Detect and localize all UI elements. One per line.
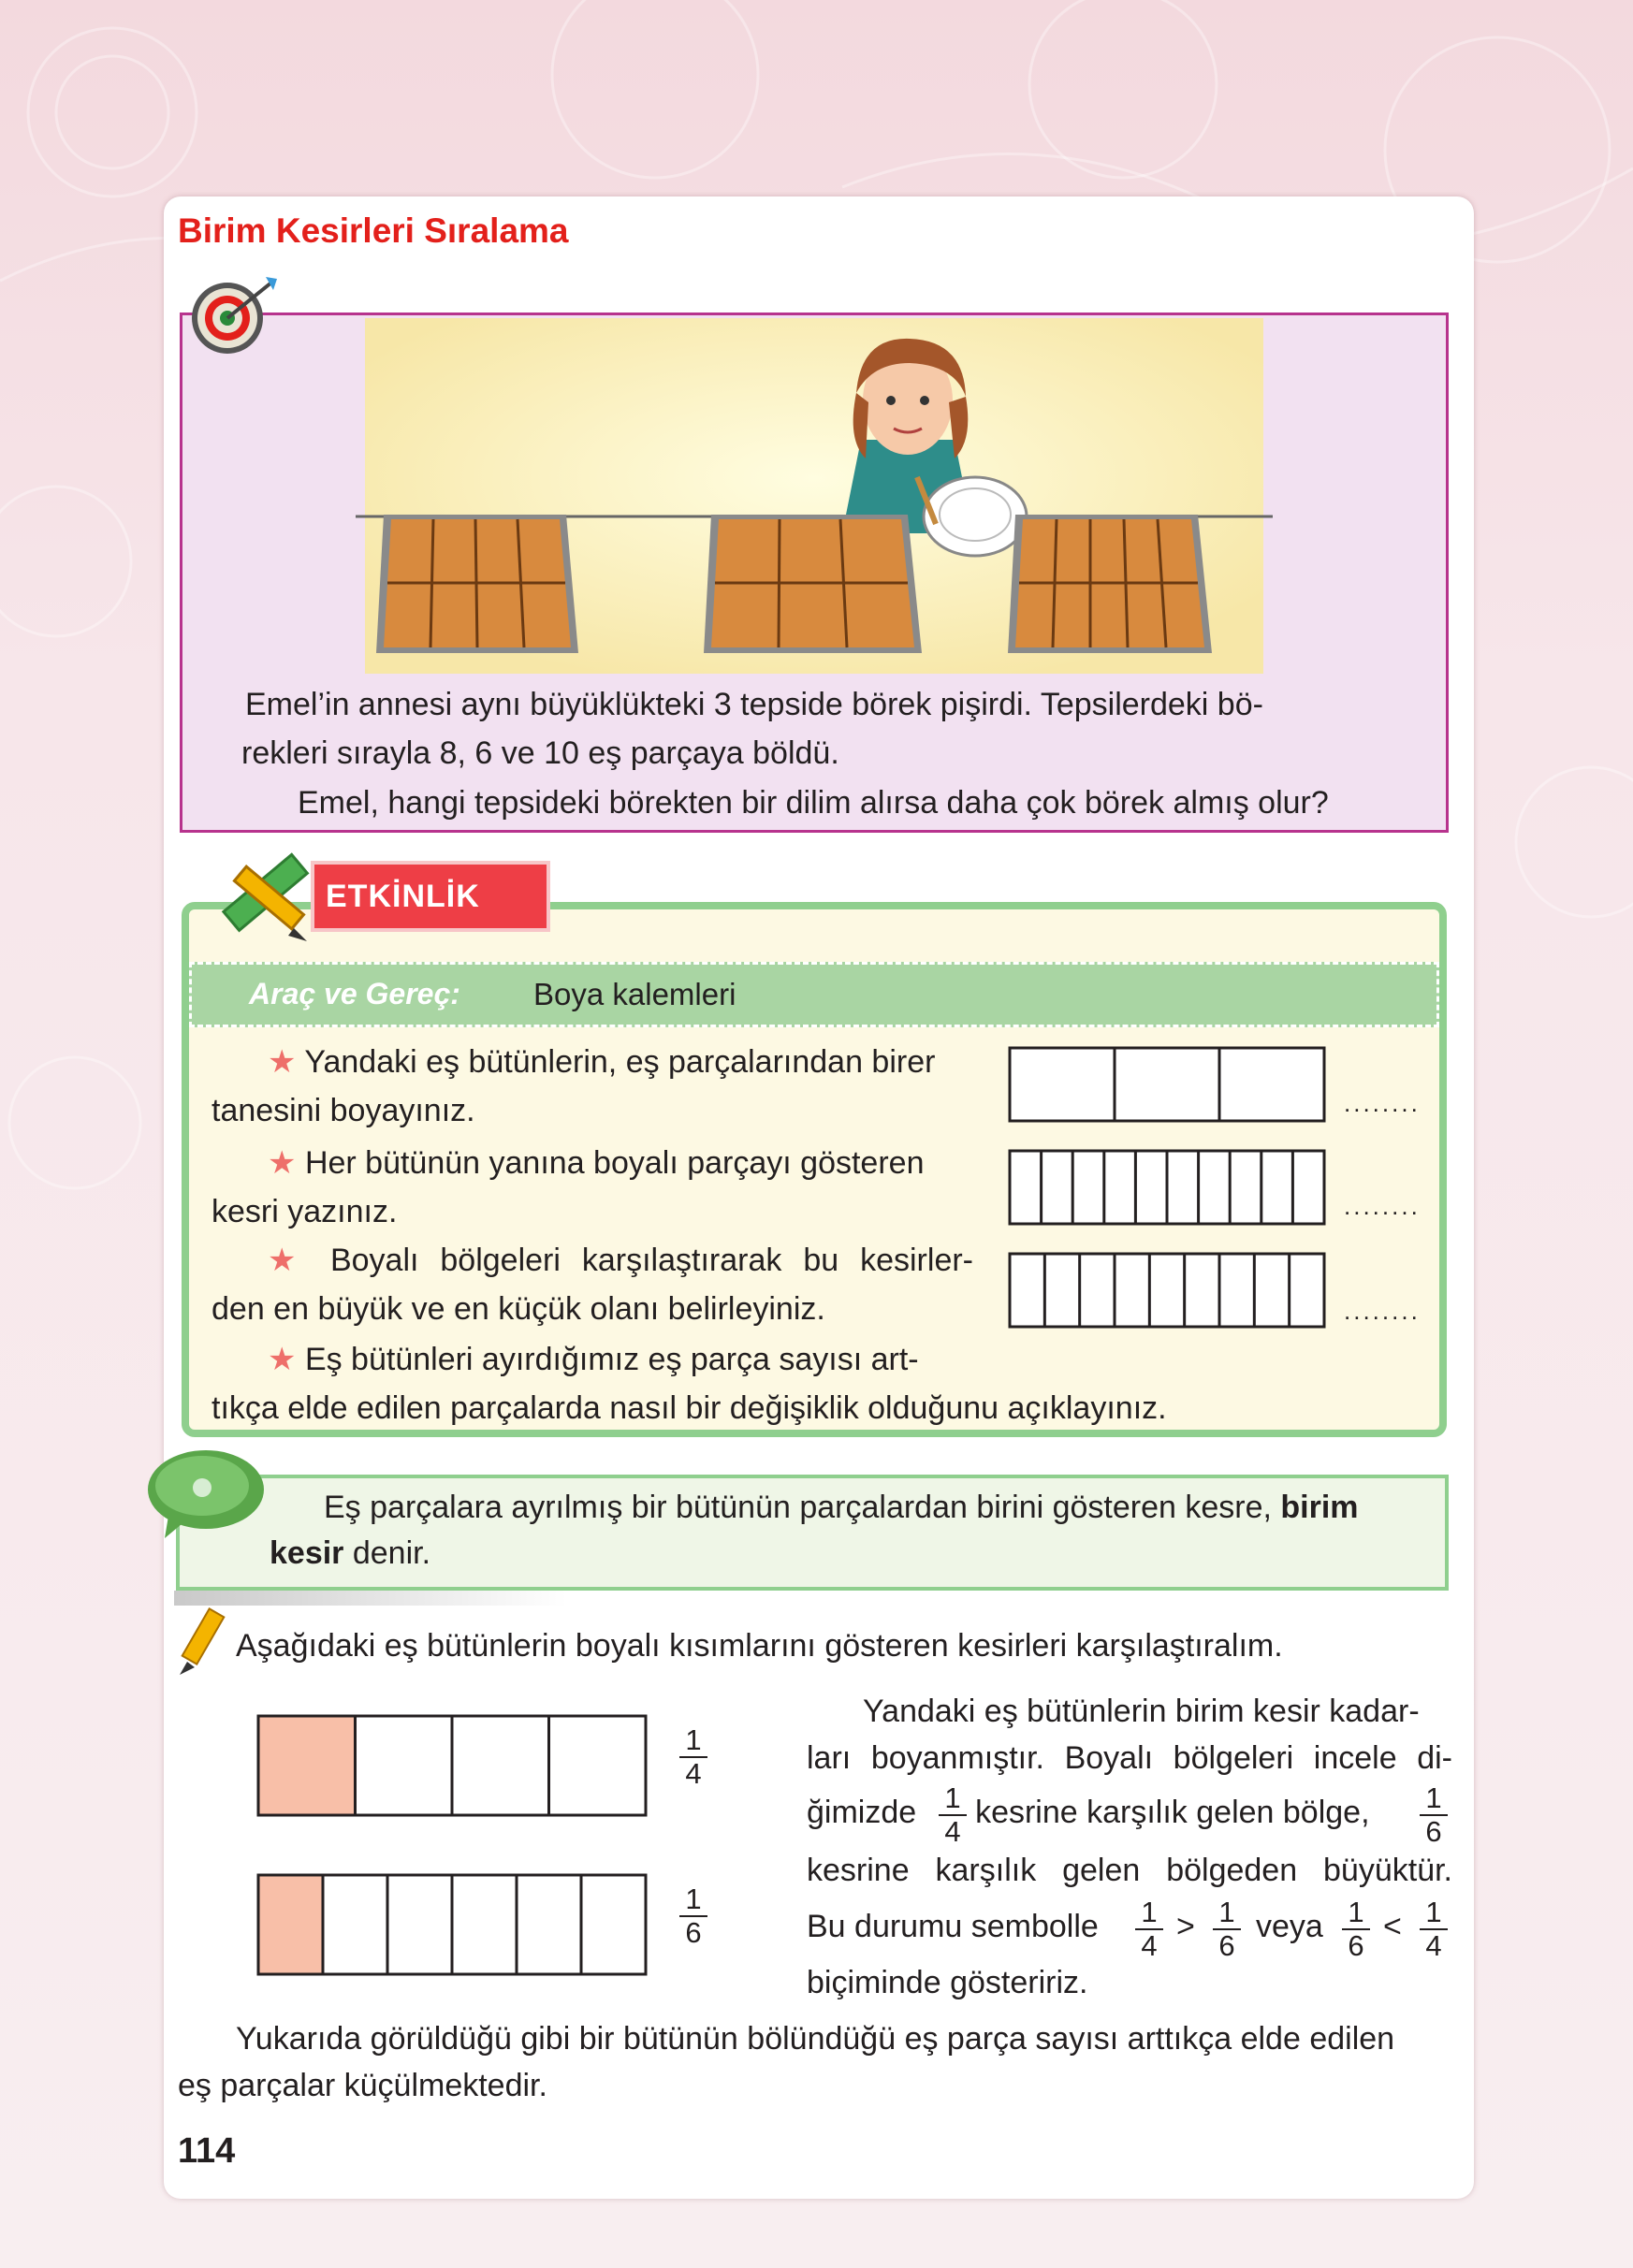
tools-label: Araç ve Gereç: [249, 977, 460, 1010]
answer-blank-1: ........ [1344, 1089, 1421, 1117]
explain-line-1: Yandaki eş bütünlerin birim kesir kadar- [863, 1694, 1420, 1729]
explain-line-2: ları boyanmıştır. Boyalı bölgeleri incele di- [807, 1740, 1452, 1776]
unshaded-part [452, 1875, 517, 1974]
unshaded-part [356, 1716, 453, 1815]
pencil-icon [174, 1606, 230, 1680]
summary-line-2: eş parçalar küçülmektedir. [178, 2068, 547, 2103]
explain-line-5: Bu durumu sembolle [807, 1909, 1099, 1944]
activity-item-3: ★ Boyalı bölgeleri karşılaştırarak bu kesirler- [268, 1243, 973, 1278]
example-bars [255, 1712, 657, 1984]
or-word: veya [1256, 1909, 1323, 1944]
fraction-1-4-a: $\frac{1}{4}$ [1135, 1897, 1163, 1961]
fraction-1-6-a: $\frac{1}{6}$ [1213, 1897, 1241, 1961]
info-leaf-icon [140, 1441, 271, 1544]
fraction-1-4-label: $\frac{1}{4}$ [679, 1725, 707, 1789]
intro-line-1: Emel’in annesi aynı büyüklükteki 3 tepside börek pişirdi. Tepsilerdeki bö- [245, 687, 1263, 722]
intro-line-2: rekleri sırayla 8, 6 ve 10 eş parçaya böldü. [241, 735, 839, 771]
unshaded-part [549, 1716, 647, 1815]
tray-6 [704, 515, 922, 653]
fraction-1-6-b: $\frac{1}{6}$ [1342, 1897, 1370, 1961]
explain-line-4: kesrine karşılık gelen bölgeden büyüktür. [807, 1853, 1452, 1888]
greater-than-symbol: > [1176, 1909, 1195, 1944]
fraction-1-4-b: $\frac{1}{4}$ [1420, 1897, 1448, 1961]
answer-blank-2: ........ [1344, 1192, 1421, 1220]
star-icon: ★ [268, 1243, 309, 1278]
answer-blank-3: ........ [1344, 1297, 1421, 1325]
explain-line-3: ğimizde kesrine karşılık gelen bölge, [807, 1795, 1370, 1830]
activity-bar-1[interactable] [1010, 1048, 1324, 1121]
activity-item-1: ★ Yandaki eş bütünlerin, eş parçalarından birer [268, 1044, 936, 1080]
activity-header: ETKİNLİK [311, 861, 550, 932]
tray-10 [1008, 515, 1212, 653]
less-than-symbol: < [1383, 1909, 1402, 1944]
fraction-1-6-label: $\frac{1}{6}$ [679, 1884, 707, 1948]
unshaded-part [581, 1875, 646, 1974]
shaded-part [258, 1875, 323, 1974]
shaded-part [258, 1716, 356, 1815]
pencil-ruler-icon [213, 844, 316, 947]
star-icon: ★ [268, 1342, 297, 1377]
section-title: Birim Kesirleri Sıralama [178, 211, 569, 250]
fraction-1-4: $\frac{1}{4}$ [939, 1783, 967, 1847]
example-lead: Aşağıdaki eş bütünlerin boyalı kısımlarını gösteren kesirleri karşılaştıralım. [236, 1628, 1283, 1664]
activity-item-2: ★ Her bütünün yanına boyalı parçayı gösteren [268, 1145, 925, 1181]
tray-8 [376, 515, 578, 653]
activity-item-2-cont: kesri yazınız. [211, 1194, 398, 1229]
fraction-1-6: $\frac{1}{6}$ [1420, 1783, 1448, 1847]
definition-line-1: Eş parçalara ayrılmış bir bütünün parçalardan birini gösteren kesre, birim [324, 1490, 1359, 1525]
intro-question: Emel, hangi tepsideki börekten bir dilim alırsa daha çok börek almış olur? [298, 785, 1329, 821]
page-number: 114 [178, 2131, 236, 2171]
unshaded-part [387, 1875, 452, 1974]
activity-bars [1006, 1044, 1329, 1334]
tools-value: Boya kalemleri [533, 977, 736, 1011]
definition-shadow [174, 1591, 567, 1606]
unshaded-part [517, 1875, 581, 1974]
activity-bar-3[interactable] [1010, 1254, 1324, 1327]
activity-item-4-cont: tıkça elde edilen parçalarda nasıl bir değişiklik olduğunu açıklayınız. [211, 1390, 1167, 1426]
dartboard-icon [185, 273, 279, 357]
star-icon: ★ [268, 1145, 297, 1181]
unshaded-part [323, 1875, 387, 1974]
activity-item-3-cont: den en büyük ve en küçük olanı belirleyiniz. [211, 1291, 825, 1327]
activity-item-1-cont: tanesini boyayınız. [211, 1093, 475, 1128]
borek-trays-illustration [356, 318, 1273, 674]
star-icon: ★ [268, 1044, 297, 1080]
activity-item-4: ★ Eş bütünleri ayırdığımız eş parça sayısı art- [268, 1342, 919, 1377]
definition-line-2: kesir denir. [270, 1535, 431, 1571]
explain-line-6: biçiminde gösteririz. [807, 1965, 1088, 2000]
summary-line-1: Yukarıda görüldüğü gibi bir bütünün bölündüğü eş parça sayısı arttıkça elde edilen [236, 2021, 1395, 2057]
unshaded-part [452, 1716, 549, 1815]
